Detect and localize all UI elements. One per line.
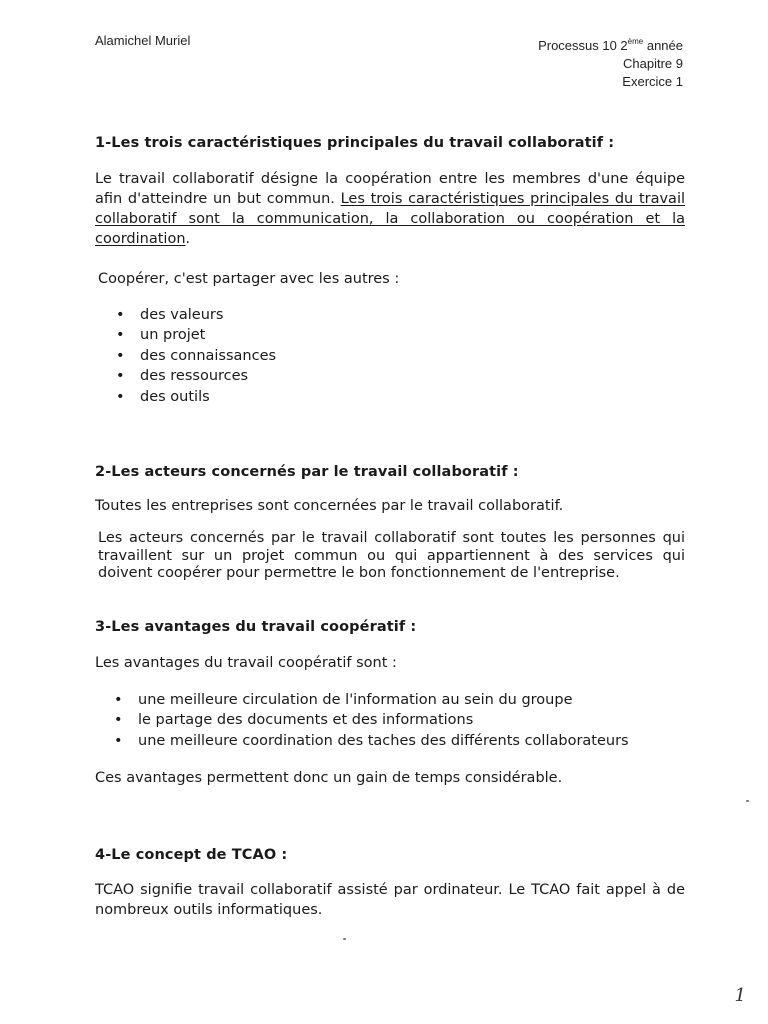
section1-para-plain: Le travail collaboratif désigne la coopération entre les membres d'une équipe afin d'atteindre un but commun. <box>95 171 685 207</box>
section2-heading: 2-Les acteurs concernés par le travail collaboratif : <box>95 464 519 480</box>
header-author: Alamichel Muriel <box>95 33 191 48</box>
list-item: • une meilleure coordination des taches des différents collaborateurs <box>94 731 684 751</box>
section2-paragraph-1: Toutes les entreprises sont concernées par le travail collaboratif. <box>95 498 564 514</box>
list-item: • des connaissances <box>96 346 686 366</box>
scan-speck <box>343 938 346 940</box>
section2-paragraph-2: Les acteurs concernés par le travail collaboratif sont toutes les personnes qui travaillent sur un projet commun ou qui appartiennent à des services qui doivent coopérer pour permettre le bon fonctionnement de l'entreprise. <box>98 530 685 581</box>
scan-speck <box>746 800 749 802</box>
header-course-prefix: Processus 10 2 <box>538 38 628 53</box>
section1-bullet-list <box>96 305 686 407</box>
header-course-info <box>538 33 683 91</box>
header-course <box>538 33 683 55</box>
section3-heading: 3-Les avantages du travail coopératif : <box>95 619 417 635</box>
list-item: • des valeurs <box>96 305 686 325</box>
list-item: • un projet <box>96 325 686 345</box>
section1-heading: 1-Les trois caractéristiques principales du travail collaboratif : <box>95 135 615 151</box>
section3-intro: Les avantages du travail coopératif sont : <box>95 655 397 671</box>
header-chapter: Chapitre 9 <box>623 56 683 71</box>
list-item: • des outils <box>96 387 686 407</box>
section1-para-end: . <box>185 231 191 247</box>
header-course-sup: ème <box>627 37 644 46</box>
header-exercise: Exercice 1 <box>622 74 683 89</box>
section1-para-underlined: Les trois caractéristiques principales du travail collaboratif sont la communication, la collaboration ou coopération et la coordination <box>95 191 685 247</box>
section3-bullet-list <box>94 690 684 751</box>
section3-conclusion: Ces avantages permettent donc un gain de temps considérable. <box>95 770 563 786</box>
header-course-suffix: année <box>643 38 683 53</box>
section1-intro: Coopérer, c'est partager avec les autres : <box>98 271 400 287</box>
list-item: • le partage des documents et des informations <box>94 710 684 730</box>
list-item: • une meilleure circulation de l'information au sein du groupe <box>94 690 684 710</box>
section4-paragraph: TCAO signifie travail collaboratif assisté par ordinateur. Le TCAO fait appel à de nombreux outils informatiques. <box>95 882 685 918</box>
list-item: • des ressources <box>96 366 686 386</box>
page-number: 1 <box>734 985 746 1006</box>
section4-heading: 4-Le concept de TCAO : <box>95 847 288 863</box>
section1-paragraph <box>95 169 685 249</box>
